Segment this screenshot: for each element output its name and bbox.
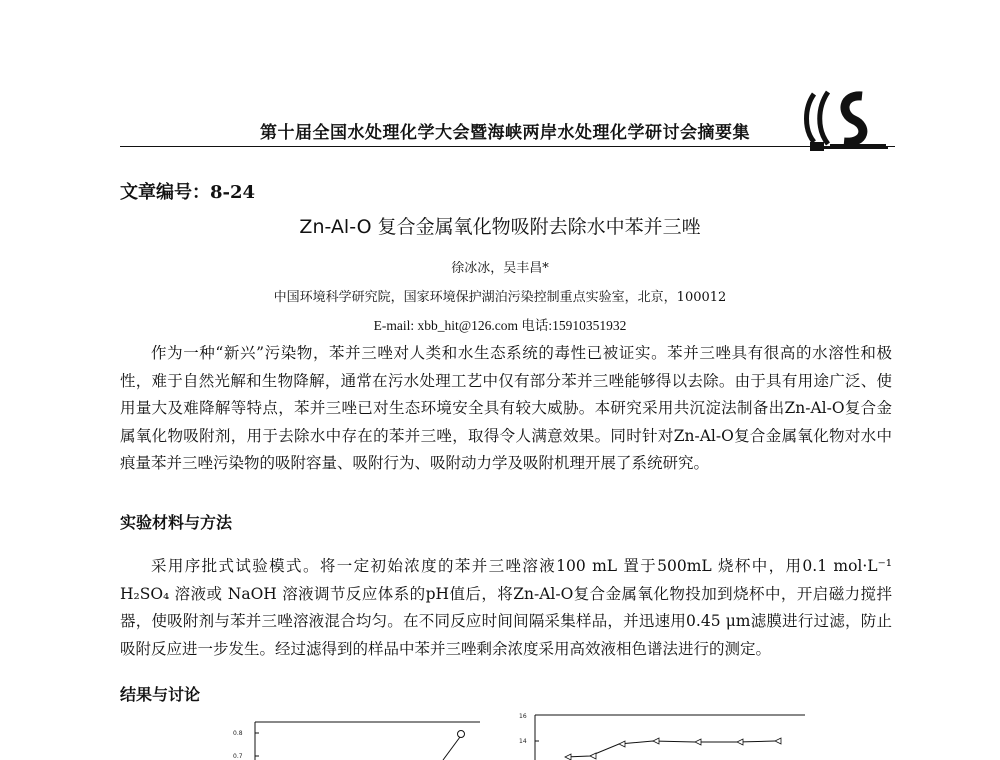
conference-logo-icon (800, 86, 890, 156)
article-title: Zn-Al-O 复合金属氧化物吸附去除水中苯并三唑 (299, 216, 701, 238)
left-figure (233, 722, 480, 760)
proceedings-header-title: 第十届全国水处理化学大会暨海峡两岸水处理化学研讨会摘要集 (260, 123, 750, 143)
section-heading-methods: 实验材料与方法 (120, 513, 233, 532)
results-figures (225, 710, 825, 760)
right-tick-label: 16 (519, 713, 527, 720)
left-data-point (458, 731, 465, 738)
right-data-point (653, 738, 659, 744)
right-data-point (695, 739, 701, 745)
header-divider (120, 146, 895, 147)
right-data-point (590, 753, 596, 759)
right-figure (519, 713, 805, 760)
author-affiliation: 中国环境科学研究院，国家环境保护湖泊污染控制重点实验室，北京，100012 (273, 290, 727, 305)
author-list: 徐冰冰，吴丰昌* (451, 261, 549, 276)
contact-info: E-mail: xbb_hit@126.com 电话:15910351932 (373, 318, 627, 333)
right-data-point (619, 741, 625, 747)
right-series-line (565, 741, 775, 757)
left-data-line (443, 737, 460, 760)
section-heading-results: 结果与讨论 (120, 685, 201, 704)
left-tick-label: 0.7 (233, 753, 243, 760)
right-tick-label: 14 (519, 738, 527, 745)
right-data-point (565, 754, 571, 760)
right-data-point (775, 738, 781, 744)
right-data-point (737, 739, 743, 745)
left-tick-label: 0.8 (233, 730, 243, 737)
abstract-paragraph: 作为一种“新兴”污染物，苯并三唑对人类和水生态系统的毒性已被证实。苯并三唑具有很高的水溶性和极性，难于自然光解和生物降解，通常在污水处理工艺中仅有部分苯并三唑能够得以去除。由于具有用途广泛、使用量大及难降解等特点，苯并三唑已对生态环境安全具有较大威胁。本研究采用共沉淀法制备出Zn-Al-O复合金属氧化物吸附剂，用于去除水中存在的苯并三唑，取得令人满意效果。同时针对Zn-Al-O复合金属氧化物对水中痕量苯并三唑污染物的吸附容量、吸附行为、吸附动力学及吸附机理开展了系统研究。 (120, 344, 892, 472)
article-number: 文章编号：8-24 (120, 182, 256, 203)
methods-paragraph: 采用序批式试验模式。将一定初始浓度的苯并三唑溶液100 mL 置于500mL 烧杯中，用0.1 mol·L⁻¹ H₂SO₄ 溶液或 NaOH 溶液调节反应体系的pH值后，将Zn-Al-O复合金属氧化物投加到烧杯中，开启磁力搅拌器，使吸附剂与苯并三唑溶液混合均匀。在不同反应时间间隔采集样品，并迅速用0.45 μm滤膜进行过滤，防止吸附反应进一步发生。经过滤得到的样品中苯并三唑剩余浓度采用高效液相色谱法进行的测定。 (120, 557, 892, 658)
